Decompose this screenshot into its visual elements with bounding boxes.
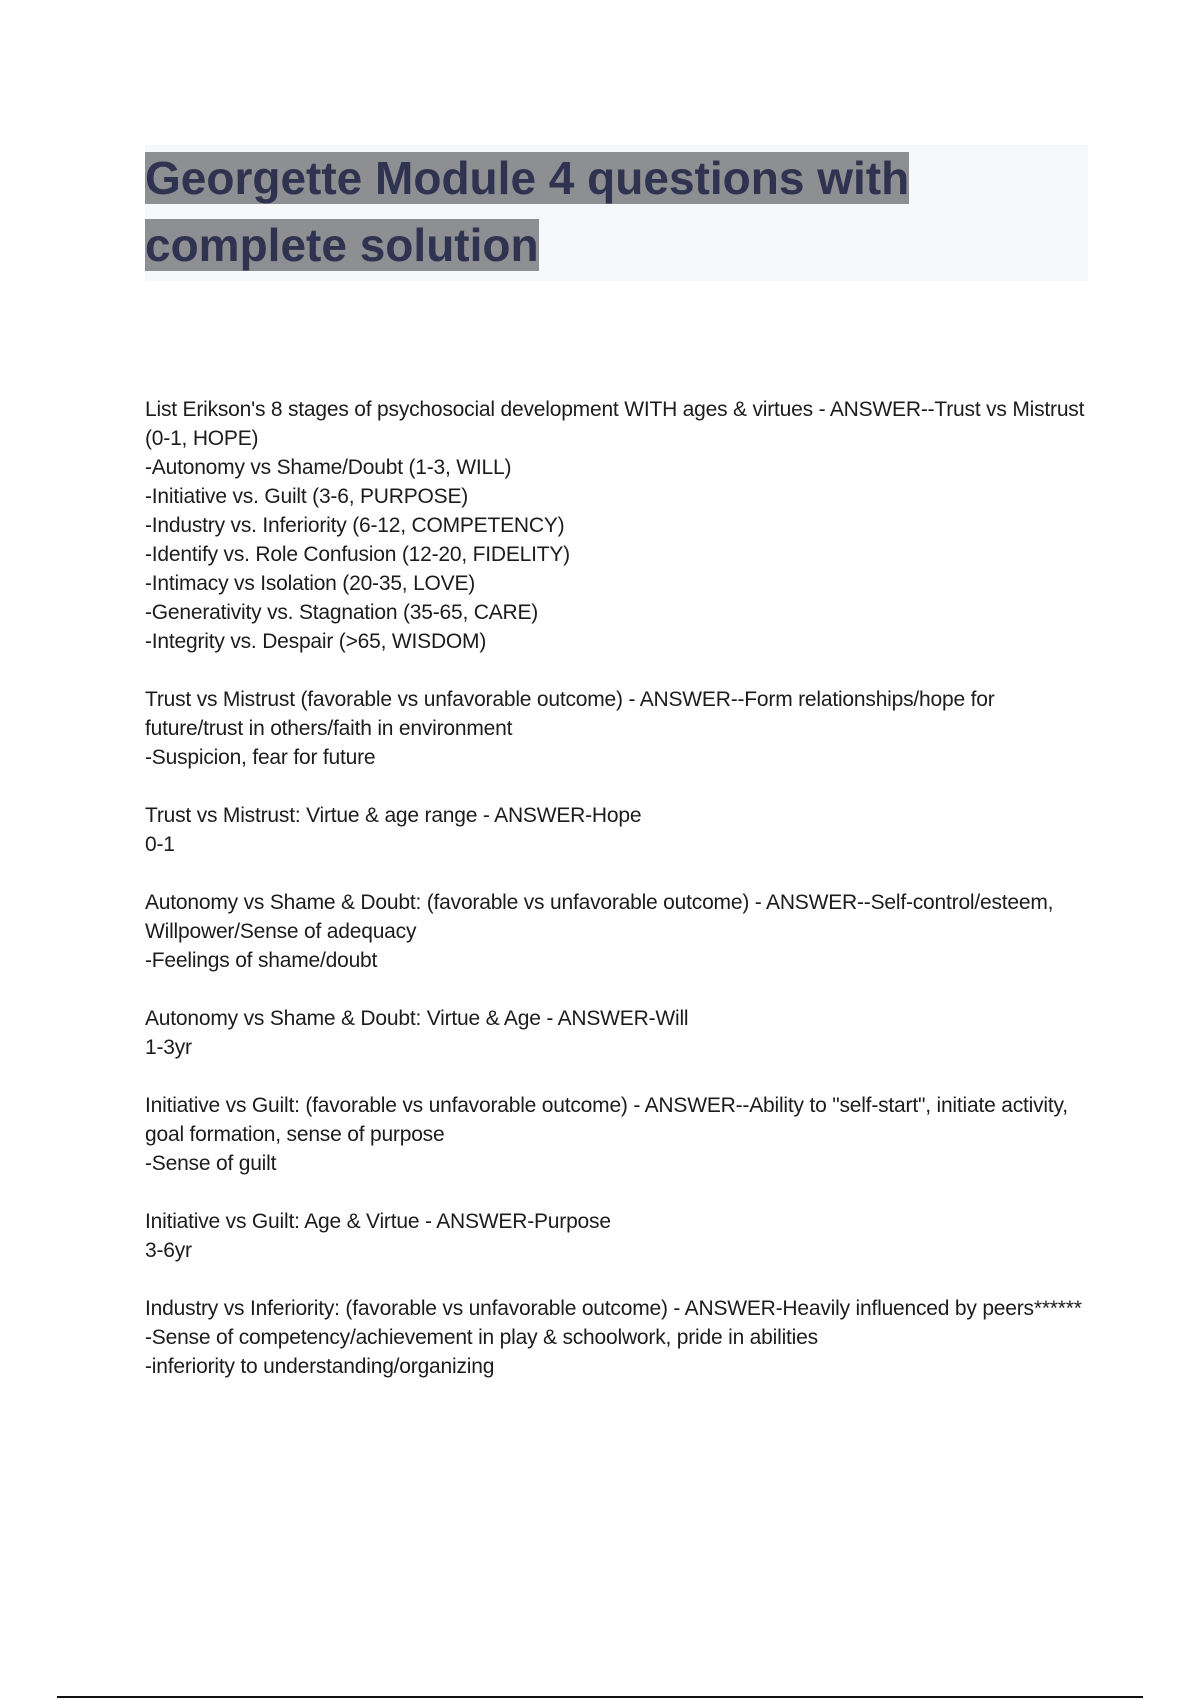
qa-line: -Intimacy vs Isolation (20-35, LOVE) (145, 572, 476, 595)
qa-line: Initiative vs Guilt: (favorable vs unfavorable outcome) - ANSWER--Ability to "self-start", initiate activity, goal formation, sense of purpose (145, 1094, 1068, 1146)
qa-line: -Identify vs. Role Confusion (12-20, FIDELITY) (145, 543, 570, 566)
document-title-text: Georgette Module 4 questions with complete solution (145, 152, 910, 271)
qa-line: -Generativity vs. Stagnation (35-65, CARE) (145, 601, 539, 624)
qa-line: Industry vs Inferiority: (favorable vs unfavorable outcome) - ANSWER-Heavily influenced by peers****** (145, 1297, 1082, 1320)
qa-line: -Sense of competency/achievement in play & schoolwork, pride in abilities (145, 1326, 818, 1349)
footer-divider (57, 1696, 1143, 1698)
qa-line: List Erikson's 8 stages of psychosocial development WITH ages & virtues - ANSWER--Trust vs Mistrust (0-1, HOPE) (145, 398, 1085, 450)
qa-line: -Feelings of shame/doubt (145, 949, 378, 972)
qa-line: -Sense of guilt (145, 1152, 277, 1175)
qa-line: Autonomy vs Shame & Doubt: Virtue & Age - ANSWER-Will (145, 1007, 689, 1030)
qa-line: Trust vs Mistrust (favorable vs unfavorable outcome) - ANSWER--Form relationships/hope for future/trust in others/faith in environment (145, 688, 995, 740)
qa-item-8 (145, 1294, 1095, 1381)
qa-line: 1-3yr (145, 1036, 192, 1059)
qa-item-7 (145, 1207, 1095, 1265)
qa-item-1 (145, 395, 1095, 656)
document-body (145, 395, 1095, 1410)
qa-line: -inferiority to understanding/organizing (145, 1355, 495, 1378)
title-block (145, 145, 1088, 281)
qa-line: -Autonomy vs Shame/Doubt (1-3, WILL) (145, 456, 512, 479)
qa-item-4 (145, 888, 1095, 975)
qa-item-5 (145, 1004, 1095, 1062)
qa-line: -Initiative vs. Guilt (3-6, PURPOSE) (145, 485, 469, 508)
qa-line: -Suspicion, fear for future (145, 746, 376, 769)
qa-line: Initiative vs Guilt: Age & Virtue - ANSWER-Purpose (145, 1210, 611, 1233)
qa-item-3 (145, 801, 1095, 859)
qa-line: Trust vs Mistrust: Virtue & age range - ANSWER-Hope (145, 804, 642, 827)
document-title (145, 145, 1045, 279)
qa-line: Autonomy vs Shame & Doubt: (favorable vs unfavorable outcome) - ANSWER--Self-control/esteem, Willpower/Sense of adequacy (145, 891, 1054, 943)
qa-line: 0-1 (145, 833, 175, 856)
qa-item-2 (145, 685, 1095, 772)
qa-line: 3-6yr (145, 1239, 192, 1262)
qa-item-6 (145, 1091, 1095, 1178)
qa-line: -Industry vs. Inferiority (6-12, COMPETENCY) (145, 514, 565, 537)
qa-line: -Integrity vs. Despair (>65, WISDOM) (145, 630, 487, 653)
